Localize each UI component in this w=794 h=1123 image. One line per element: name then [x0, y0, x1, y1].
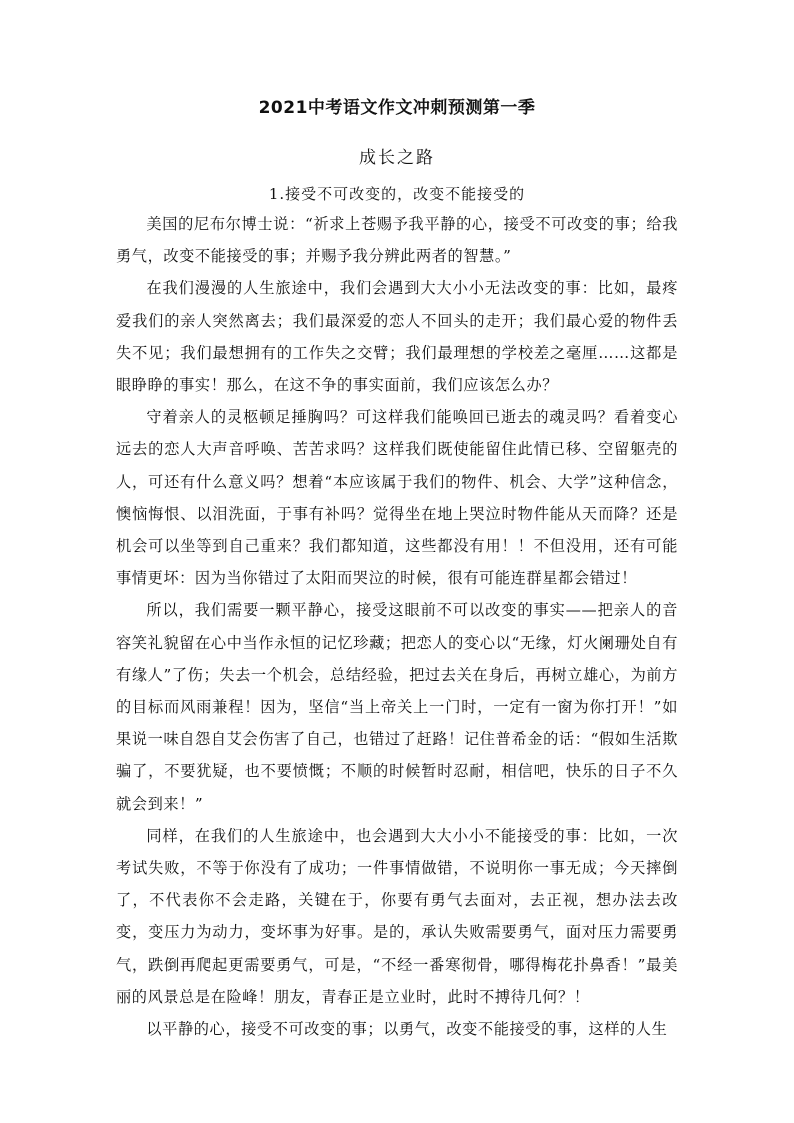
paragraph-4: 所以，我们需要一颗平静心，接受这眼前不可以改变的事实——把亲人的音容笑礼貌留在心中当作永恒的记忆珍藏；把恋人的变心以“无缘，灯火阑珊处自有有缘人”了伤；失去一个机会，总结经验，把过去关在身后，再树立雄心，为前方的目标而风雨兼程！因为，坚信“当上帝关上一门时，一定有一窗为你打开！”如果说一味自怨自艾会伤害了自己，也错过了赶路！记住普希金的话：“假如生活欺骗了，不要犹疑，也不要愤慨；不顺的时候暂时忍耐，相信吧，快乐的日子不久就会到来！”	[116, 601, 678, 813]
essay-subtitle: 1.接受不可改变的，改变不能接受的	[268, 185, 526, 203]
paragraph-1: 美国的尼布尔博士说：“祈求上苍赐予我平静的心，接受不可改变的事；给我勇气，改变不能接受的事；并赐予我分辨此两者的智慧。”	[116, 215, 678, 266]
document-page	[116, 96, 678, 1045]
section-title: 成长之路	[359, 148, 435, 168]
paragraph-6: 以平静的心，接受不可改变的事；以勇气，改变不能接受的事，这样的人生	[146, 1020, 668, 1039]
paragraph-3: 守着亲人的灵柩顿足捶胸吗？可这样我们能唤回已逝去的魂灵吗？看着变心远去的恋人大声音呼唤、苦苦求吗？这样我们既使能留住此情已移、空留躯壳的人，可还有什么意义吗？想着“本应该属于我们的物件、机会、大学”这种信念，懊恼悔恨、以泪洗面，于事有补吗？觉得坐在地上哭泣时物件能从天而降？还是机会可以坐等到自己重来？我们都知道，这些都没有用！！不但没用，还有可能事情更坏：因为当你错过了太阳而哭泣的时候，很有可能连群星都会错过！	[116, 408, 678, 588]
paragraph-5: 同样，在我们的人生旅途中，也会遇到大大小小不能接受的事：比如，一次考试失败，不等于你没有了成功；一件事情做错，不说明你一事无成；今天摔倒了，不代表你不会走路，关键在于，你要有勇气去面对，去正视，想办法去改变，变压力为动力，变坏事为好事。是的，承认失败需要勇气，面对压力需要勇气，跌倒再爬起更需要勇气，可是，“不经一番寒彻骨，哪得梅花扑鼻香！”最美丽的风景总是在险峰！朋友，青春正是立业时，此时不搏待几何？！	[116, 826, 678, 1006]
paragraph-2: 在我们漫漫的人生旅途中，我们会遇到大大小小无法改变的事：比如，最疼爱我们的亲人突然离去；我们最深爱的恋人不回头的走开；我们最心爱的物件丢失不见；我们最想拥有的工作失之交臂；我们最理想的学校差之毫厘……这都是眼睁睁的事实！那么，在这不争的事实面前，我们应该怎么办？	[116, 279, 678, 395]
document-title: 2021中考语文作文冲刺预测第一季	[258, 98, 536, 118]
